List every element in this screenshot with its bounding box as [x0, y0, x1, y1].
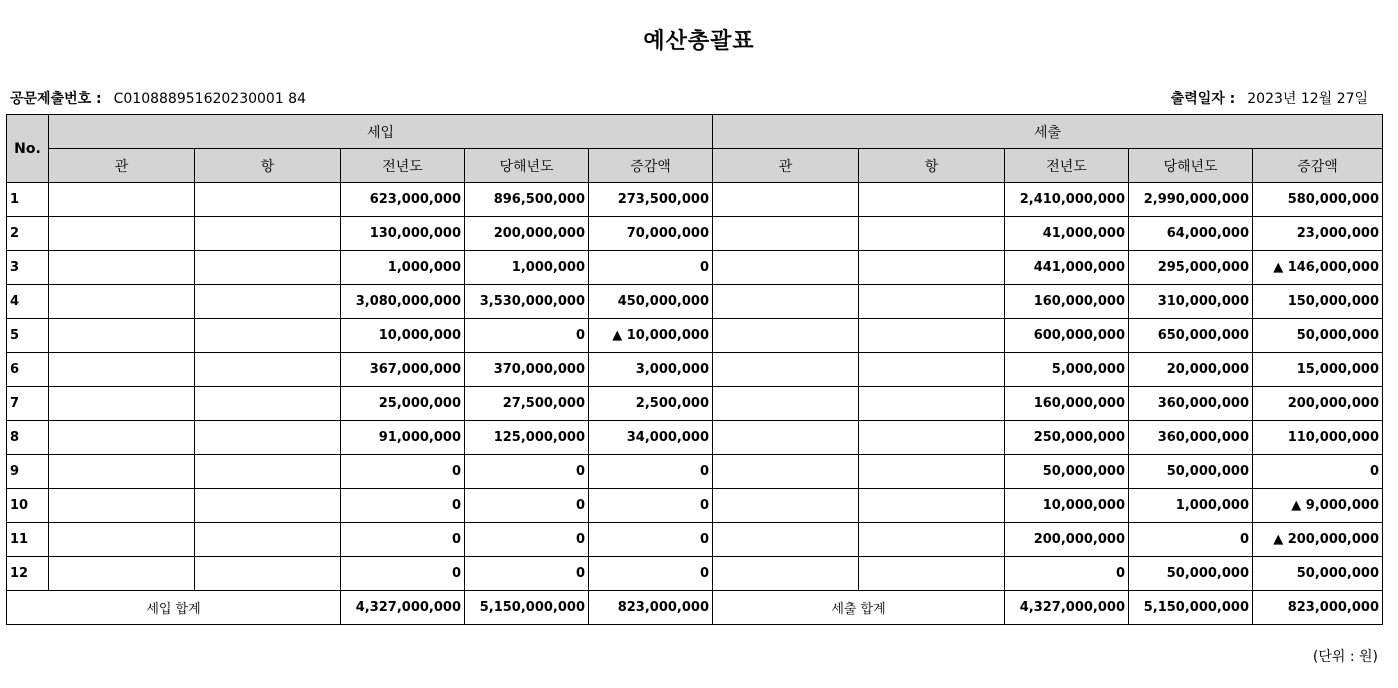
income-curr-cell: 125,000,000 — [465, 421, 589, 455]
income-prev-cell: 1,000,000 — [341, 251, 465, 285]
income-gwan-cell — [49, 251, 195, 285]
table-row — [7, 421, 1383, 455]
row-no: 7 — [7, 387, 49, 421]
income-hang-cell — [195, 183, 341, 217]
row-no: 12 — [7, 557, 49, 591]
row-no: 4 — [7, 285, 49, 319]
expense-prev-cell: 10,000,000 — [1005, 489, 1129, 523]
table-row — [7, 251, 1383, 285]
expense-diff-cell: 150,000,000 — [1253, 285, 1383, 319]
expense-gwan-cell — [713, 183, 859, 217]
header-income-prev: 전년도 — [341, 149, 465, 183]
expense-curr-cell: 360,000,000 — [1129, 387, 1253, 421]
income-curr-cell: 0 — [465, 319, 589, 353]
expense-hang-cell — [859, 285, 1005, 319]
expense-diff-cell: ▲ 200,000,000 — [1253, 523, 1383, 557]
expense-curr-cell: 50,000,000 — [1129, 455, 1253, 489]
income-diff-cell: 2,500,000 — [589, 387, 713, 421]
table-row — [7, 455, 1383, 489]
income-gwan-cell — [49, 353, 195, 387]
expense-prev-cell: 5,000,000 — [1005, 353, 1129, 387]
expense-hang-cell — [859, 353, 1005, 387]
income-curr-cell: 27,500,000 — [465, 387, 589, 421]
income-diff-cell: ▲ 10,000,000 — [589, 319, 713, 353]
income-prev-cell: 0 — [341, 557, 465, 591]
income-prev-cell: 367,000,000 — [341, 353, 465, 387]
expense-curr-cell: 2,990,000,000 — [1129, 183, 1253, 217]
table-row — [7, 489, 1383, 523]
expense-hang-cell — [859, 387, 1005, 421]
header-expense-prev: 전년도 — [1005, 149, 1129, 183]
expense-prev-cell: 41,000,000 — [1005, 217, 1129, 251]
income-curr-cell: 3,530,000,000 — [465, 285, 589, 319]
income-diff-cell: 3,000,000 — [589, 353, 713, 387]
unit-note: (단위 : 원) — [1312, 649, 1378, 665]
expense-total-label: 세출 합계 — [713, 591, 1005, 625]
income-gwan-cell — [49, 183, 195, 217]
expense-diff-cell: 23,000,000 — [1253, 217, 1383, 251]
income-gwan-cell — [49, 319, 195, 353]
income-curr-cell: 896,500,000 — [465, 183, 589, 217]
expense-prev-cell: 441,000,000 — [1005, 251, 1129, 285]
table-row — [7, 353, 1383, 387]
expense-prev-cell: 160,000,000 — [1005, 285, 1129, 319]
income-diff-cell: 70,000,000 — [589, 217, 713, 251]
row-no: 3 — [7, 251, 49, 285]
table-row — [7, 557, 1383, 591]
table-row — [7, 183, 1383, 217]
income-diff-cell: 0 — [589, 251, 713, 285]
income-curr-cell: 0 — [465, 523, 589, 557]
income-prev-cell: 0 — [341, 489, 465, 523]
header-expense-gwan: 관 — [713, 149, 859, 183]
expense-gwan-cell — [713, 251, 859, 285]
expense-hang-cell — [859, 217, 1005, 251]
header-income-hang: 항 — [195, 149, 341, 183]
header-income-diff: 증감액 — [589, 149, 713, 183]
header-income-curr: 당해년도 — [465, 149, 589, 183]
expense-curr-cell: 50,000,000 — [1129, 557, 1253, 591]
expense-diff-cell: 15,000,000 — [1253, 353, 1383, 387]
expense-hang-cell — [859, 455, 1005, 489]
expense-total-prev: 4,327,000,000 — [1005, 591, 1129, 625]
income-gwan-cell — [49, 557, 195, 591]
income-diff-cell: 273,500,000 — [589, 183, 713, 217]
row-no: 5 — [7, 319, 49, 353]
income-diff-cell: 0 — [589, 489, 713, 523]
expense-gwan-cell — [713, 387, 859, 421]
income-prev-cell: 3,080,000,000 — [341, 285, 465, 319]
income-hang-cell — [195, 217, 341, 251]
expense-gwan-cell — [713, 319, 859, 353]
expense-total-curr: 5,150,000,000 — [1129, 591, 1253, 625]
income-gwan-cell — [49, 489, 195, 523]
income-prev-cell: 91,000,000 — [341, 421, 465, 455]
header-expense-curr: 당해년도 — [1129, 149, 1253, 183]
table-row — [7, 387, 1383, 421]
expense-gwan-cell — [713, 455, 859, 489]
expense-gwan-cell — [713, 557, 859, 591]
expense-prev-cell: 600,000,000 — [1005, 319, 1129, 353]
expense-curr-cell: 64,000,000 — [1129, 217, 1253, 251]
income-hang-cell — [195, 285, 341, 319]
print-date-label: 출력일자 : — [1170, 91, 1236, 107]
row-no: 2 — [7, 217, 49, 251]
expense-hang-cell — [859, 421, 1005, 455]
expense-hang-cell — [859, 251, 1005, 285]
row-no: 8 — [7, 421, 49, 455]
expense-curr-cell: 295,000,000 — [1129, 251, 1253, 285]
document-number-value: C010888951620230001 84 — [113, 91, 306, 107]
expense-gwan-cell — [713, 217, 859, 251]
table-row — [7, 523, 1383, 557]
income-hang-cell — [195, 455, 341, 489]
expense-gwan-cell — [713, 421, 859, 455]
income-curr-cell: 0 — [465, 557, 589, 591]
expense-diff-cell: 580,000,000 — [1253, 183, 1383, 217]
expense-gwan-cell — [713, 285, 859, 319]
income-hang-cell — [195, 251, 341, 285]
page-title: 예산총괄표 — [643, 29, 755, 54]
income-prev-cell: 10,000,000 — [341, 319, 465, 353]
expense-curr-cell: 0 — [1129, 523, 1253, 557]
expense-diff-cell: ▲ 146,000,000 — [1253, 251, 1383, 285]
expense-hang-cell — [859, 489, 1005, 523]
income-gwan-cell — [49, 421, 195, 455]
row-no: 1 — [7, 183, 49, 217]
income-diff-cell: 450,000,000 — [589, 285, 713, 319]
expense-curr-cell: 310,000,000 — [1129, 285, 1253, 319]
income-gwan-cell — [49, 387, 195, 421]
income-diff-cell: 0 — [589, 557, 713, 591]
income-total-diff: 823,000,000 — [589, 591, 713, 625]
income-curr-cell: 0 — [465, 489, 589, 523]
expense-diff-cell: 200,000,000 — [1253, 387, 1383, 421]
income-hang-cell — [195, 319, 341, 353]
income-hang-cell — [195, 353, 341, 387]
expense-gwan-cell — [713, 489, 859, 523]
income-hang-cell — [195, 523, 341, 557]
expense-diff-cell: 110,000,000 — [1253, 421, 1383, 455]
expense-prev-cell: 2,410,000,000 — [1005, 183, 1129, 217]
income-curr-cell: 370,000,000 — [465, 353, 589, 387]
income-diff-cell: 0 — [589, 523, 713, 557]
expense-total-diff: 823,000,000 — [1253, 591, 1383, 625]
expense-hang-cell — [859, 183, 1005, 217]
expense-prev-cell: 0 — [1005, 557, 1129, 591]
income-diff-cell: 0 — [589, 455, 713, 489]
income-diff-cell: 34,000,000 — [589, 421, 713, 455]
print-date-value: 2023년 12월 27일 — [1247, 91, 1368, 107]
row-no: 6 — [7, 353, 49, 387]
header-income: 세입 — [49, 115, 713, 149]
expense-curr-cell: 1,000,000 — [1129, 489, 1253, 523]
header-no: No. — [7, 115, 49, 183]
expense-diff-cell: ▲ 9,000,000 — [1253, 489, 1383, 523]
income-prev-cell: 0 — [341, 523, 465, 557]
income-prev-cell: 130,000,000 — [341, 217, 465, 251]
income-hang-cell — [195, 489, 341, 523]
income-curr-cell: 200,000,000 — [465, 217, 589, 251]
header-expense-diff: 증감액 — [1253, 149, 1383, 183]
income-curr-cell: 0 — [465, 455, 589, 489]
table-row — [7, 285, 1383, 319]
expense-prev-cell: 200,000,000 — [1005, 523, 1129, 557]
expense-prev-cell: 250,000,000 — [1005, 421, 1129, 455]
income-gwan-cell — [49, 217, 195, 251]
income-gwan-cell — [49, 285, 195, 319]
expense-hang-cell — [859, 523, 1005, 557]
expense-diff-cell: 0 — [1253, 455, 1383, 489]
document-number-label: 공문제출번호 : — [10, 91, 102, 107]
totals-row — [7, 591, 1383, 625]
expense-curr-cell: 650,000,000 — [1129, 319, 1253, 353]
expense-curr-cell: 360,000,000 — [1129, 421, 1253, 455]
income-total-curr: 5,150,000,000 — [465, 591, 589, 625]
income-total-prev: 4,327,000,000 — [341, 591, 465, 625]
row-no: 9 — [7, 455, 49, 489]
budget-summary-table — [6, 114, 1383, 625]
expense-curr-cell: 20,000,000 — [1129, 353, 1253, 387]
expense-prev-cell: 160,000,000 — [1005, 387, 1129, 421]
header-expense-hang: 항 — [859, 149, 1005, 183]
income-hang-cell — [195, 557, 341, 591]
income-hang-cell — [195, 421, 341, 455]
header-expense: 세출 — [713, 115, 1383, 149]
income-prev-cell: 25,000,000 — [341, 387, 465, 421]
document-number — [10, 88, 306, 108]
expense-gwan-cell — [713, 353, 859, 387]
expense-hang-cell — [859, 319, 1005, 353]
table-row — [7, 217, 1383, 251]
income-curr-cell: 1,000,000 — [465, 251, 589, 285]
expense-prev-cell: 50,000,000 — [1005, 455, 1129, 489]
table-row — [7, 319, 1383, 353]
income-gwan-cell — [49, 523, 195, 557]
expense-diff-cell: 50,000,000 — [1253, 557, 1383, 591]
print-date — [1171, 88, 1368, 108]
expense-hang-cell — [859, 557, 1005, 591]
income-gwan-cell — [49, 455, 195, 489]
income-prev-cell: 623,000,000 — [341, 183, 465, 217]
row-no: 11 — [7, 523, 49, 557]
header-income-gwan: 관 — [49, 149, 195, 183]
expense-diff-cell: 50,000,000 — [1253, 319, 1383, 353]
income-hang-cell — [195, 387, 341, 421]
row-no: 10 — [7, 489, 49, 523]
expense-gwan-cell — [713, 523, 859, 557]
income-prev-cell: 0 — [341, 455, 465, 489]
income-total-label: 세입 합계 — [7, 591, 341, 625]
